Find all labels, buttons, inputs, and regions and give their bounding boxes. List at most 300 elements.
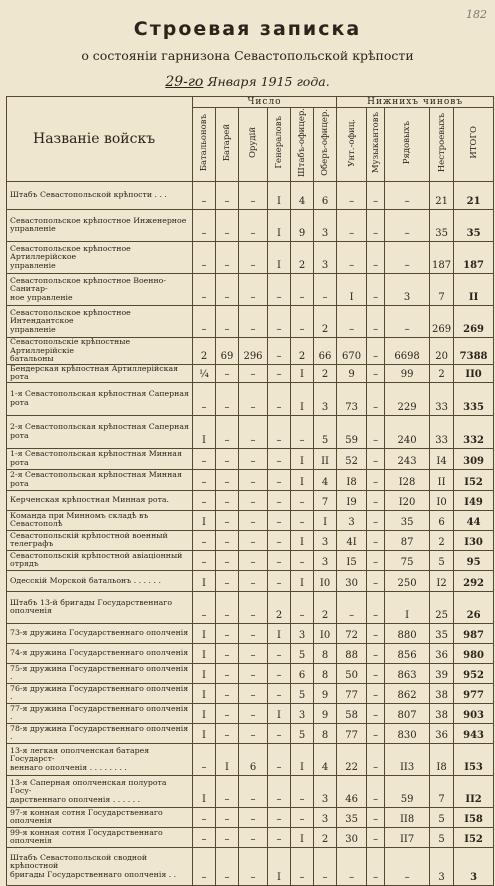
value-cell: – xyxy=(291,550,314,570)
value-cell: II xyxy=(430,469,454,490)
table-row xyxy=(7,305,494,337)
value-cell: 2 xyxy=(314,305,337,337)
value-cell: 38 xyxy=(430,683,454,703)
value-cell: I xyxy=(193,643,216,663)
value-cell: I58 xyxy=(454,807,494,827)
troop-name-line: Севастопольское крѣпостное Инженерное xyxy=(10,215,187,225)
troop-name-cell xyxy=(7,570,193,591)
value-cell: – xyxy=(337,847,367,885)
value-cell: 59 xyxy=(385,775,430,807)
value-cell: 3 xyxy=(291,623,314,643)
value-cell: – xyxy=(367,807,385,827)
value-cell: – xyxy=(216,181,239,209)
value-cell: 862 xyxy=(385,683,430,703)
value-cell: 2 xyxy=(314,827,337,847)
value-cell: 35 xyxy=(430,623,454,643)
troop-name-line: ное управленіе xyxy=(10,292,73,302)
value-cell: – xyxy=(239,181,268,209)
column-header xyxy=(216,108,239,182)
troop-name-cell xyxy=(7,775,193,807)
troop-name-line: 1-я Севастопольская крѣпостная Минная рота xyxy=(10,449,182,467)
value-cell: – xyxy=(216,703,239,723)
value-cell: 39 xyxy=(430,663,454,683)
value-cell: – xyxy=(239,663,268,683)
value-cell: – xyxy=(337,591,367,623)
value-cell: 36 xyxy=(430,723,454,743)
value-cell: – xyxy=(314,273,337,305)
value-cell: 9 xyxy=(291,209,314,241)
troop-name-line: Одесскій Морской батальонъ . . . . . . xyxy=(10,575,161,585)
value-cell: – xyxy=(367,663,385,683)
value-cell: 977 xyxy=(454,683,494,703)
value-cell: – xyxy=(193,530,216,550)
value-cell: – xyxy=(216,723,239,743)
value-cell: 2 xyxy=(268,591,291,623)
value-cell: – xyxy=(337,181,367,209)
value-cell: 2 xyxy=(314,364,337,382)
value-cell: I4 xyxy=(430,448,454,469)
value-cell: I xyxy=(268,209,291,241)
value-cell: – xyxy=(268,305,291,337)
value-cell: – xyxy=(367,382,385,415)
value-cell: 25 xyxy=(430,591,454,623)
value-cell: 309 xyxy=(454,448,494,469)
value-cell: – xyxy=(367,703,385,723)
value-cell: 670 xyxy=(337,337,367,364)
value-cell: I xyxy=(385,591,430,623)
column-header xyxy=(385,108,430,182)
value-cell: I xyxy=(193,623,216,643)
value-cell: – xyxy=(314,847,337,885)
value-cell: – xyxy=(268,490,291,510)
value-cell: – xyxy=(367,181,385,209)
value-cell: – xyxy=(268,273,291,305)
troop-name-cell xyxy=(7,683,193,703)
troop-name-cell xyxy=(7,490,193,510)
troop-name-line: управленіе xyxy=(10,224,56,234)
value-cell: – xyxy=(268,663,291,683)
value-cell: 9 xyxy=(314,703,337,723)
troop-name-cell xyxy=(7,807,193,827)
troop-name-line: 2-я Севастопольская крѣпостная Минная рота xyxy=(10,470,182,488)
value-cell: – xyxy=(367,550,385,570)
value-cell: 30 xyxy=(337,827,367,847)
document-subtitle: о состояніи гарнизона Севастопольской крѣпости xyxy=(81,48,414,63)
value-cell: – xyxy=(193,448,216,469)
value-cell: 243 xyxy=(385,448,430,469)
value-cell: I xyxy=(291,530,314,550)
value-cell: – xyxy=(385,181,430,209)
value-cell: – xyxy=(367,723,385,743)
value-cell: – xyxy=(193,807,216,827)
value-cell: 2 xyxy=(291,337,314,364)
value-cell: – xyxy=(239,209,268,241)
troop-name-line: 97-я конная сотня Государственнаго ополченія xyxy=(10,807,163,826)
value-cell: I xyxy=(193,663,216,683)
value-cell: I53 xyxy=(454,743,494,775)
value-cell: – xyxy=(268,775,291,807)
value-cell: I8 xyxy=(430,743,454,775)
value-cell: – xyxy=(268,364,291,382)
troop-name-line: бригады Государственнаго ополченія . . xyxy=(10,869,177,879)
table-row xyxy=(7,181,494,209)
value-cell: – xyxy=(367,415,385,448)
value-cell: I xyxy=(268,703,291,723)
table-row xyxy=(7,663,494,683)
column-header-label: Штабъ-офицер. xyxy=(297,108,307,177)
column-header-label: ИТОГО xyxy=(468,126,479,159)
value-cell: – xyxy=(239,241,268,273)
value-cell: I0 xyxy=(314,570,337,591)
column-header-label: Унт.-офиц. xyxy=(346,118,357,167)
value-cell: – xyxy=(193,209,216,241)
value-cell: – xyxy=(385,305,430,337)
value-cell: – xyxy=(367,209,385,241)
value-cell: – xyxy=(216,490,239,510)
column-header-label: Оберъ-офицер. xyxy=(320,109,331,176)
value-cell: – xyxy=(291,273,314,305)
document-date xyxy=(0,74,495,90)
value-cell: 863 xyxy=(385,663,430,683)
value-cell: 59 xyxy=(337,415,367,448)
troop-name-cell xyxy=(7,723,193,743)
group-header-ranks: Нижнихъ чиновъ xyxy=(337,97,494,108)
value-cell: 8 xyxy=(314,723,337,743)
value-cell: – xyxy=(367,241,385,273)
value-cell: – xyxy=(268,683,291,703)
value-cell: I xyxy=(291,469,314,490)
value-cell: – xyxy=(193,743,216,775)
value-cell: I xyxy=(193,570,216,591)
value-cell: I52 xyxy=(454,827,494,847)
value-cell: 7388 xyxy=(454,337,494,364)
troop-name-cell xyxy=(7,382,193,415)
value-cell: 35 xyxy=(454,209,494,241)
value-cell: 187 xyxy=(430,241,454,273)
table-row xyxy=(7,683,494,703)
value-cell: I28 xyxy=(385,469,430,490)
value-cell: 6 xyxy=(239,743,268,775)
troop-name-cell xyxy=(7,364,193,382)
value-cell: – xyxy=(367,364,385,382)
value-cell: – xyxy=(216,209,239,241)
value-cell: – xyxy=(268,723,291,743)
value-cell: 269 xyxy=(430,305,454,337)
value-cell: – xyxy=(291,591,314,623)
value-cell: – xyxy=(268,337,291,364)
value-cell: – xyxy=(291,305,314,337)
value-cell: 3 xyxy=(454,847,494,885)
value-cell: – xyxy=(193,550,216,570)
value-cell: 3 xyxy=(314,550,337,570)
value-cell: – xyxy=(239,550,268,570)
value-cell: – xyxy=(268,469,291,490)
value-cell: 38 xyxy=(430,703,454,723)
value-cell: – xyxy=(291,807,314,827)
value-cell: 7 xyxy=(314,490,337,510)
value-cell: – xyxy=(239,382,268,415)
table-row xyxy=(7,510,494,530)
value-cell: 87 xyxy=(385,530,430,550)
troop-name-cell xyxy=(7,591,193,623)
value-cell: I xyxy=(268,241,291,273)
value-cell: I xyxy=(193,415,216,448)
value-cell: I xyxy=(291,570,314,591)
value-cell: – xyxy=(216,591,239,623)
column-header xyxy=(193,108,216,182)
value-cell: 3 xyxy=(430,847,454,885)
value-cell: – xyxy=(193,847,216,885)
value-cell: – xyxy=(367,591,385,623)
value-cell: II0 xyxy=(454,364,494,382)
value-cell: 52 xyxy=(337,448,367,469)
table-row xyxy=(7,807,494,827)
value-cell: – xyxy=(239,623,268,643)
value-cell: 5 xyxy=(291,683,314,703)
document-title: Строевая записка xyxy=(133,18,362,40)
troop-name-cell xyxy=(7,305,193,337)
value-cell: 44 xyxy=(454,510,494,530)
value-cell: 66 xyxy=(314,337,337,364)
value-cell: 8 xyxy=(314,663,337,683)
value-cell: I xyxy=(291,382,314,415)
value-cell: 856 xyxy=(385,643,430,663)
troop-name-line: Бендерская крѣпостная Артиллерійская рота xyxy=(10,364,179,382)
value-cell: – xyxy=(367,490,385,510)
table-row xyxy=(7,273,494,305)
table-row xyxy=(7,337,494,364)
column-header-label: Рядовыхъ xyxy=(402,120,413,165)
troop-name-cell xyxy=(7,847,193,885)
column-header xyxy=(454,108,494,182)
value-cell: – xyxy=(216,623,239,643)
troop-name-line: Севастопольское крѣпостное Интендантское xyxy=(10,307,131,326)
value-cell: II2 xyxy=(454,775,494,807)
value-cell: – xyxy=(268,382,291,415)
value-cell: 3 xyxy=(314,382,337,415)
value-cell: I xyxy=(291,364,314,382)
table-row xyxy=(7,490,494,510)
value-cell: – xyxy=(268,570,291,591)
troop-name-cell xyxy=(7,181,193,209)
table-row xyxy=(7,530,494,550)
troops-name-header: Названіе войскъ xyxy=(7,97,193,182)
value-cell: 7 xyxy=(430,775,454,807)
value-cell: – xyxy=(337,209,367,241)
value-cell: 830 xyxy=(385,723,430,743)
column-header xyxy=(430,108,454,182)
troop-name-cell xyxy=(7,643,193,663)
value-cell: 292 xyxy=(454,570,494,591)
value-cell: – xyxy=(367,775,385,807)
value-cell: 77 xyxy=(337,683,367,703)
column-header-label: Батальоновъ xyxy=(199,113,209,172)
value-cell: 807 xyxy=(385,703,430,723)
value-cell: – xyxy=(193,382,216,415)
value-cell: I30 xyxy=(454,530,494,550)
value-cell: 3 xyxy=(314,209,337,241)
value-cell: 33 xyxy=(430,415,454,448)
table-row xyxy=(7,723,494,743)
value-cell: – xyxy=(216,847,239,885)
value-cell: 2 xyxy=(314,591,337,623)
value-cell: – xyxy=(216,305,239,337)
table-row xyxy=(7,469,494,490)
troop-name-line: Севастопольское крѣпостное Военно-Санитар- xyxy=(10,275,166,294)
troop-name-line: 13-я легкая ополченская батарея Государст- xyxy=(10,745,150,764)
value-cell: – xyxy=(291,775,314,807)
value-cell: I2 xyxy=(430,570,454,591)
group-header-number: Число xyxy=(193,97,337,108)
value-cell: – xyxy=(216,663,239,683)
value-cell: – xyxy=(239,448,268,469)
value-cell: 5 xyxy=(430,550,454,570)
value-cell: 99 xyxy=(385,364,430,382)
value-cell: – xyxy=(239,703,268,723)
value-cell: – xyxy=(367,510,385,530)
value-cell: – xyxy=(216,448,239,469)
value-cell: I49 xyxy=(454,490,494,510)
value-cell: 5 xyxy=(314,415,337,448)
value-cell: 72 xyxy=(337,623,367,643)
troop-name-line: 78-я дружина Государственнаго ополченія . xyxy=(10,723,189,742)
troop-name-line: Севастопольскій крѣпостной авіаціонный отрядъ xyxy=(10,550,183,569)
value-cell: 69 xyxy=(216,337,239,364)
troop-name-line: управленіе xyxy=(10,260,56,270)
value-cell: – xyxy=(268,530,291,550)
troop-name-cell xyxy=(7,273,193,305)
table-row xyxy=(7,643,494,663)
value-cell: 2 xyxy=(291,241,314,273)
value-cell: 30 xyxy=(337,570,367,591)
value-cell: – xyxy=(291,510,314,530)
value-cell: 3 xyxy=(314,241,337,273)
column-header xyxy=(239,108,268,182)
troop-name-line: Штабъ 13-й бригады Государственнаго xyxy=(10,597,173,607)
troop-name-line: 75-я дружина Государственнаго ополченія . xyxy=(10,663,189,682)
value-cell: I0 xyxy=(430,490,454,510)
value-cell: 2 xyxy=(430,530,454,550)
value-cell: 58 xyxy=(337,703,367,723)
value-cell: – xyxy=(216,364,239,382)
troop-name-cell xyxy=(7,530,193,550)
value-cell: 20 xyxy=(430,337,454,364)
value-cell: 6 xyxy=(430,510,454,530)
value-cell: 2 xyxy=(193,337,216,364)
value-cell: 903 xyxy=(454,703,494,723)
value-cell: 50 xyxy=(337,663,367,683)
value-cell: – xyxy=(239,273,268,305)
value-cell: 187 xyxy=(454,241,494,273)
date-day: 29-го xyxy=(165,74,204,90)
value-cell: I xyxy=(193,723,216,743)
value-cell: – xyxy=(367,273,385,305)
troop-name-line: 2-я Севастопольская крѣпостная Саперная xyxy=(10,422,189,432)
troop-name-line: рота xyxy=(10,397,29,407)
column-header-label: Батарей xyxy=(222,123,232,162)
value-cell: 21 xyxy=(454,181,494,209)
value-cell: 3 xyxy=(314,530,337,550)
value-cell: I xyxy=(268,181,291,209)
value-cell: – xyxy=(193,591,216,623)
value-cell: 5 xyxy=(430,807,454,827)
value-cell: 6 xyxy=(314,181,337,209)
troop-name-cell xyxy=(7,550,193,570)
value-cell: – xyxy=(239,530,268,550)
value-cell: I xyxy=(337,273,367,305)
value-cell: ¼ xyxy=(193,364,216,382)
value-cell: 4I xyxy=(337,530,367,550)
value-cell: I xyxy=(193,683,216,703)
value-cell: – xyxy=(268,807,291,827)
value-cell: I xyxy=(193,510,216,530)
value-cell: 250 xyxy=(385,570,430,591)
value-cell: 335 xyxy=(454,382,494,415)
value-cell: – xyxy=(193,827,216,847)
value-cell: 943 xyxy=(454,723,494,743)
troop-name-cell xyxy=(7,510,193,530)
value-cell: – xyxy=(367,623,385,643)
value-cell: – xyxy=(291,490,314,510)
value-cell: 3 xyxy=(291,703,314,723)
value-cell: 6 xyxy=(291,663,314,683)
troop-name-line: управленіе xyxy=(10,324,56,334)
value-cell: – xyxy=(239,807,268,827)
value-cell: I0 xyxy=(314,623,337,643)
value-cell: – xyxy=(367,643,385,663)
value-cell: – xyxy=(367,469,385,490)
value-cell: 3 xyxy=(385,273,430,305)
value-cell: I8 xyxy=(337,469,367,490)
value-cell: – xyxy=(239,364,268,382)
troop-name-line: батальоны xyxy=(10,354,54,364)
value-cell: – xyxy=(268,743,291,775)
value-cell: – xyxy=(367,847,385,885)
troop-name-line: ополченія xyxy=(10,606,52,616)
troop-name-line: Севастопольское крѣпостное Артиллерійское xyxy=(10,243,131,262)
value-cell: 4 xyxy=(314,743,337,775)
value-cell: I xyxy=(291,743,314,775)
value-cell: – xyxy=(268,827,291,847)
column-header xyxy=(291,108,314,182)
table-row xyxy=(7,703,494,723)
table-row xyxy=(7,550,494,570)
value-cell: – xyxy=(216,775,239,807)
value-cell: 4 xyxy=(314,469,337,490)
value-cell: 36 xyxy=(430,643,454,663)
table-row xyxy=(7,775,494,807)
table-row xyxy=(7,623,494,643)
column-header xyxy=(367,108,385,182)
value-cell: – xyxy=(216,415,239,448)
value-cell: II xyxy=(454,273,494,305)
value-cell: 9 xyxy=(314,683,337,703)
troop-name-line: Севастопольскіе крѣпостные Артиллерійскіе xyxy=(10,337,131,355)
value-cell: – xyxy=(367,337,385,364)
value-cell: – xyxy=(216,550,239,570)
value-cell: – xyxy=(216,273,239,305)
value-cell: – xyxy=(216,683,239,703)
value-cell: – xyxy=(291,847,314,885)
troop-name-cell xyxy=(7,337,193,364)
troop-name-cell xyxy=(7,241,193,273)
value-cell: 33 xyxy=(430,382,454,415)
value-cell: I xyxy=(291,448,314,469)
value-cell: 7 xyxy=(430,273,454,305)
value-cell: – xyxy=(367,570,385,591)
value-cell: 4 xyxy=(291,181,314,209)
value-cell: – xyxy=(367,305,385,337)
